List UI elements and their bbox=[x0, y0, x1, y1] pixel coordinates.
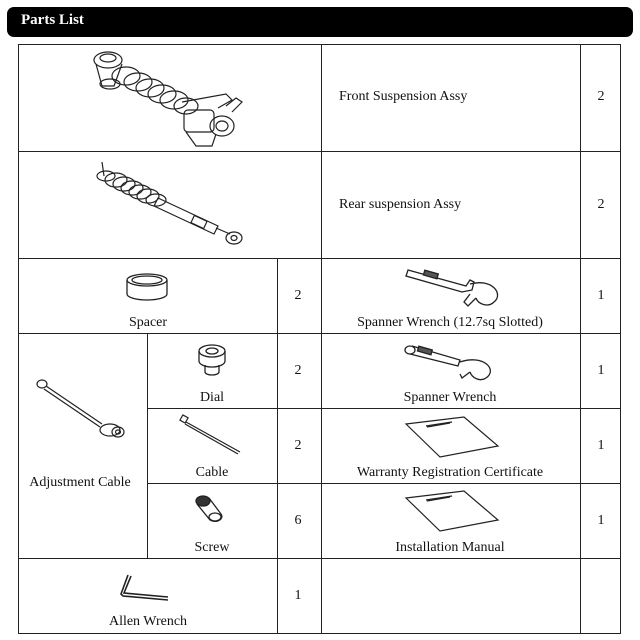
part-name-spanner-wrench-slotted: Spanner Wrench (12.7sq Slotted) bbox=[357, 315, 543, 330]
table-border bbox=[18, 151, 621, 152]
table-border bbox=[18, 558, 621, 559]
rear-suspension-drawing bbox=[88, 160, 248, 254]
part-name-allen-wrench: Allen Wrench bbox=[108, 614, 188, 629]
cable-drawing bbox=[180, 414, 246, 456]
part-qty-spacer: 2 bbox=[294, 288, 302, 303]
page-title: Parts List bbox=[21, 12, 84, 28]
part-name-front-suspension: Front Suspension Assy bbox=[339, 89, 468, 104]
part-name-rear-suspension: Rear suspension Assy bbox=[339, 197, 462, 212]
table-border bbox=[147, 333, 148, 558]
table-border bbox=[18, 633, 621, 634]
table-border bbox=[147, 483, 621, 484]
spanner-wrench-slotted-drawing bbox=[404, 264, 504, 310]
part-qty-installation-manual: 1 bbox=[597, 513, 605, 528]
part-qty-spanner-wrench: 1 bbox=[597, 363, 605, 378]
part-qty-allen-wrench: 1 bbox=[294, 588, 302, 603]
part-name-spanner-wrench: Spanner Wrench bbox=[403, 390, 497, 405]
part-qty-dial: 2 bbox=[294, 363, 302, 378]
installation-manual-drawing bbox=[404, 490, 500, 532]
part-name-screw: Screw bbox=[194, 540, 230, 555]
part-name-warranty-certificate: Warranty Registration Certificate bbox=[356, 465, 544, 480]
table-border bbox=[277, 258, 278, 634]
part-qty-front-suspension: 2 bbox=[597, 89, 605, 104]
screw-drawing bbox=[194, 494, 224, 524]
part-qty-cable: 2 bbox=[294, 438, 302, 453]
spacer-drawing bbox=[124, 272, 170, 304]
table-border bbox=[18, 258, 621, 259]
dial-drawing bbox=[196, 343, 228, 377]
part-name-adjustment-cable: Adjustment Cable bbox=[29, 475, 131, 490]
part-name-dial: Dial bbox=[199, 390, 225, 405]
part-qty-spanner-wrench-slotted: 1 bbox=[597, 288, 605, 303]
table-border bbox=[580, 44, 581, 634]
front-suspension-drawing bbox=[86, 46, 246, 150]
spanner-wrench-drawing bbox=[404, 342, 500, 382]
table-border bbox=[18, 44, 621, 45]
allen-wrench-drawing bbox=[118, 572, 174, 602]
table-border bbox=[321, 44, 322, 634]
part-qty-rear-suspension: 2 bbox=[597, 197, 605, 212]
part-qty-warranty-certificate: 1 bbox=[597, 438, 605, 453]
table-border bbox=[18, 333, 621, 334]
table-border bbox=[620, 44, 621, 634]
table-border bbox=[147, 408, 621, 409]
part-name-installation-manual: Installation Manual bbox=[395, 540, 505, 555]
warranty-certificate-drawing bbox=[404, 416, 500, 458]
part-qty-screw: 6 bbox=[294, 513, 302, 528]
part-name-cable: Cable bbox=[195, 465, 229, 480]
part-name-spacer: Spacer bbox=[128, 315, 168, 330]
adjustment-cable-drawing bbox=[34, 376, 130, 440]
table-border bbox=[18, 44, 19, 634]
